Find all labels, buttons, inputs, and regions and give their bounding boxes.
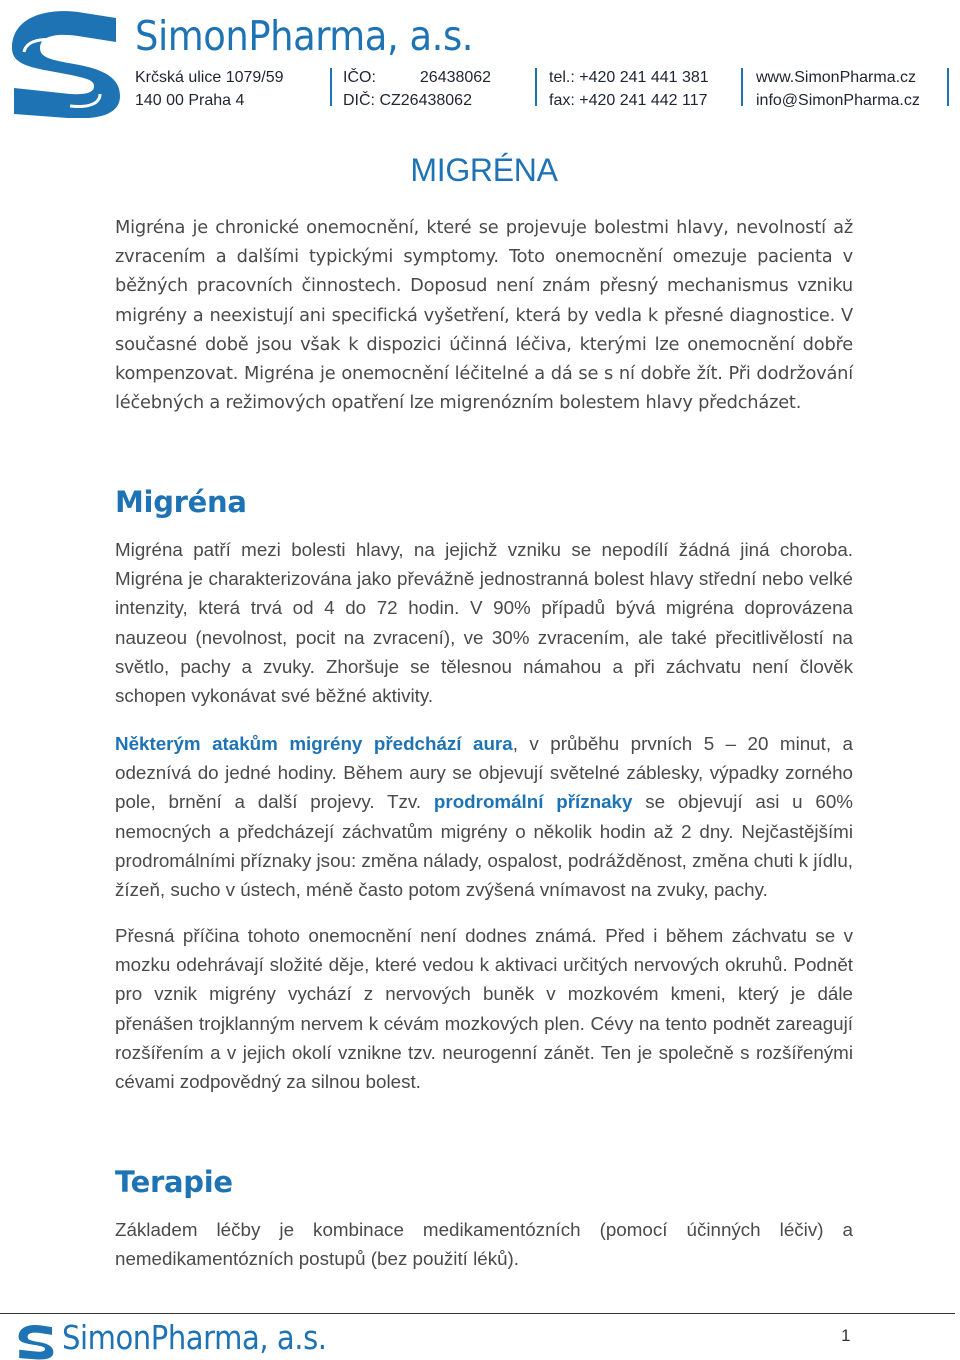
ico-value: 26438062 [419, 69, 492, 86]
divider [330, 68, 332, 106]
address-line-1: Krčská ulice 1079/59 [135, 69, 284, 86]
web-block [756, 66, 920, 112]
company-name: SimonPharma, a.s. [135, 12, 474, 60]
dic-line: DIČ: CZ26438062 [343, 92, 472, 109]
aura-emphasis: Některým atakům migrény předchází aura [115, 733, 513, 754]
paragraph-text: se objevují asi u 60% nemocných a předcházejí záchvatům migrény o několik hodin až 2 dny. Nejčastějšími prodromálními příznaky jsou: změna nálady, ospalost, podrážděnost, změna chuti k jídlu, žízeň, sucho v ústech, méně často potom zvýšená vnímavost na zvuky, pachy. [115, 791, 853, 901]
email-link[interactable]: info@SimonPharma.cz [756, 92, 920, 109]
intro-paragraph: Migréna je chronické onemocnění, které se projevuje bolestmi hlavy, nevolností až zvracením a dalšími typickými symptomy. Toto onemocnění omezuje pacienta v běžných pracovních činnostech. Doposud není znám přesný mechanismus vzniku migrény a neexistují ani specifická vyšetření, která by vedla k přesné diagnostice. V současné době jsou však k dispozici účinná léčiva, kterými lze onemocnění dobře kompenzovat. Migréna je onemocnění léčitelné a dá se s ní dobře žít. Při dodržování léčebných a režimových opatření lze migrenózním bolestem hlavy předcházet. [115, 217, 853, 414]
website-link[interactable]: www.SimonPharma.cz [756, 69, 917, 86]
divider [535, 68, 537, 106]
migrena-paragraph-1: Migréna patří mezi bolesti hlavy, na jejichž vzniku se nepodílí žádná jiná choroba. Migréna je charakterizována jako převážně jednostranná bolest hlavy střední nebo velké intenzity, která trvá od 4 do 72 hodin. V 90% případů bývá migréna doprovázena nauzeou (nevolnost, pocit na zvracení), ve 30% zvracením, ale také přecitlivělostí na světlo, pachy a zvuky. Zhoršuje se tělesnou námahou a při záchvatu není člověk schopen vykonávat své běžné aktivity. [115, 539, 853, 707]
address-line-2: 140 00 Praha 4 [135, 92, 245, 109]
paragraph-text: , v průběhu prvních 5 – 20 minut, a odeznívá do jedné hodiny. Během aury se objevují světelné záblesky, výpadky zorného pole, brnění a další projevy. Tzv. [115, 733, 853, 813]
migrena-paragraph-3: Přesná příčina tohoto onemocnění není dodnes známá. Před i během záchvatu se v mozku odehrávají složité děje, které vedou k aktivaci určitých nervových okruhů. Podnět pro vznik migrény vychází z nervových buněk v mozkovém kmeni, který je dále přenášen trojklanným nervem k cévám mozkových plen. Cévy na tento podnět zareagují rozšířením a v jejich okolí vznikne tzv. neurogenní zánět. Ten je společně s rozšířenými cévami zodpovědný za silnou bolest. [115, 925, 853, 1093]
phone-line: tel.: +420 241 441 381 [549, 69, 709, 86]
divider [741, 68, 743, 106]
terapie-paragraph: Základem léčby je kombinace medikamentózních (pomocí účinných léčiv) a nemedikamentózních postupů (bez použití léků). [115, 1219, 853, 1270]
section-heading-migrena: Migréna [115, 485, 247, 519]
address-block [135, 66, 284, 112]
letterhead [0, 0, 960, 120]
migrena-paragraph-2 [115, 729, 853, 904]
page-title: MIGRÉNA [410, 152, 558, 188]
contact-block [549, 66, 709, 112]
simonpharma-logo-small-icon [16, 1322, 54, 1360]
divider [947, 68, 949, 106]
fax-line: fax: +420 241 442 117 [549, 92, 708, 109]
registration-block [343, 66, 491, 112]
simonpharma-logo-icon [4, 4, 122, 118]
section-heading-terapie: Terapie [115, 1165, 233, 1199]
footer-divider [0, 1313, 955, 1314]
ico-label: IČO: [343, 69, 376, 86]
prodromal-emphasis: prodromální příznaky [433, 791, 633, 813]
footer-company-name: SimonPharma, a.s. [62, 1318, 327, 1357]
page-number: 1 [841, 1326, 851, 1345]
